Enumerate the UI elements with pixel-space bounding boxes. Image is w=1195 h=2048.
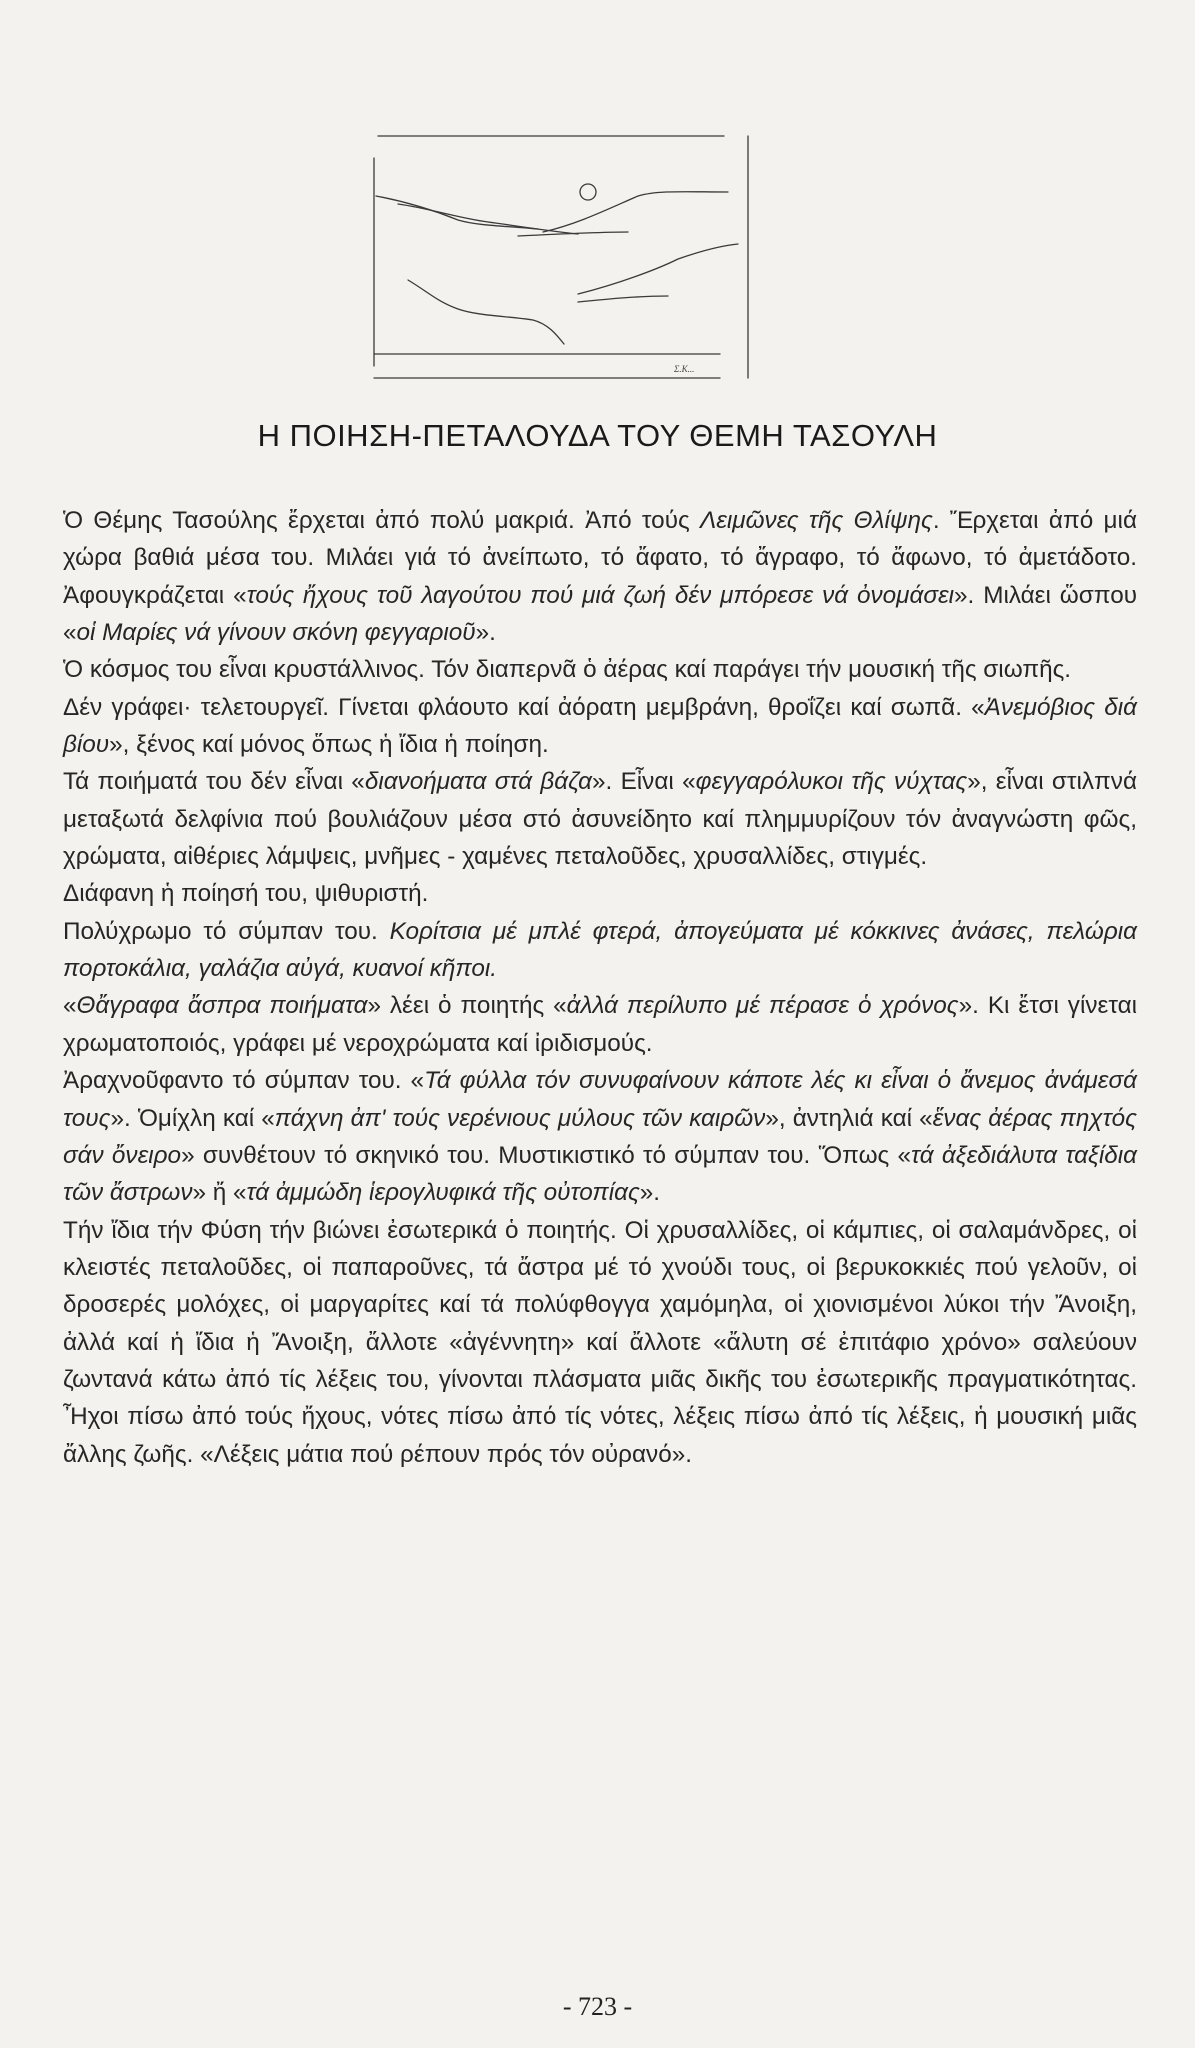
paragraph: [63, 987, 1137, 1062]
paragraph: [63, 913, 1137, 988]
paragraph: [63, 763, 1137, 875]
artist-signature: Σ.Κ...: [674, 364, 695, 374]
page-number: - 723 -: [562, 1992, 633, 2021]
quote-italic: τά ἀμμώδη ἱερογλυφικά τῆς οὐτοπίας: [246, 1179, 640, 1207]
article-body: [63, 502, 1137, 1473]
quote-italic: τά ἀξεδιάλυτα ταξίδια τῶν ἄστρων: [63, 1141, 1137, 1207]
text-run: ». Ὁμίχλη καί «: [110, 1104, 275, 1132]
quote-italic: Τά φύλλα τόν συνυφαίνουν κάποτε λές κι εἶναι ὁ ἄνεμος ἀνάμεσά τους: [63, 1067, 1137, 1132]
text-run: » συνθέτουν τό σκηνικό του. Μυστικιστικό τό σύμπαν του. Ὅπως «: [181, 1141, 912, 1169]
text-run: ». Μιλάει ὥσπου «: [63, 581, 1137, 647]
quote-italic: οἱ Μαρίες νά γίνουν σκόνη φεγγαριοῦ: [76, 619, 476, 647]
quote-italic: ἀλλά περίλυπο μέ πέρασε ὁ χρόνος: [566, 992, 959, 1020]
text-run: ».: [639, 1179, 661, 1207]
landscape-sketch: [368, 134, 754, 382]
text-run: ». Κι ἔτσι γίνεται χρωματοποιός, γράφει μέ νεροχρώματα καί ἰριδισμούς.: [63, 992, 1138, 1057]
text-run: Διάφανη ἡ ποίησή του, ψιθυριστή.: [63, 880, 429, 908]
quote-italic: Θἄγραφα ἄσπρα ποιήματα: [76, 992, 368, 1020]
paragraph: [63, 1062, 1137, 1211]
quote-italic: τούς ἤχους τοῦ λαγούτου πού μιά ζωή δέν μπόρεσε νά ὀνομάσει: [246, 581, 955, 609]
quote-italic: Κορίτσια μέ μπλέ φτερά, ἀπογεύματα μέ κόκκινες ἀνάσες, πελώρια πορτοκάλια, γαλάζια αὐγά, κυανοί κῆποι.: [63, 917, 1137, 983]
text-run: ». Εἶναι «: [592, 768, 696, 796]
text-run: Ἀραχνοῦφαντο τό σύμπαν του. «: [63, 1067, 425, 1095]
text-run: Ὁ Θέμης Τασούλης ἔρχεται ἀπό πολύ μακριά. Ἀπό τούς: [63, 507, 701, 534]
text-run: », εἶναι στιλπνά μεταξωτά δελφίνια πού βουλιάζουν μέσα στό ἀσυνείδητο καί πλημμυρίζουν τόν ἀναγνώστη φῶς, χρώματα, αἰθέριες λάμψεις, μνῆμες - χαμένες πεταλοῦδες, χρυσαλλίδες, στιγμές.: [63, 768, 1137, 871]
quote-italic: Ἀνεμόβιος διά βίου: [63, 693, 1137, 759]
paragraph: [63, 1212, 1137, 1473]
text-run: » ἤ «: [192, 1179, 247, 1207]
text-run: Ὁ κόσμος του εἶναι κρυστάλλινος. Τόν διαπερνᾶ ὁ ἀέρας καί παράγει τήν μουσική τῆς σιωπῆς.: [63, 656, 1072, 684]
text-run: Τήν ἴδια τήν Φύση τήν βιώνει ἐσωτερικά ὁ ποιητής. Οἱ χρυσαλλίδες, οἱ κάμπιες, οἱ σαλαμάνδρες, οἱ κλειστές πεταλοῦδες, οἱ παπαροῦνες, τά ἄστρα μέ τό χνούδι τους, οἱ βερυκοκκιές πού γελοῦν, οἱ δροσερές μολόχες, οἱ μαργαρίτες καί τά πολύφθογγα χαμόμηλα, οἱ χιονισμένοι λύκοι τήν Ἄνοιξη, ἀλλά καί ἡ ἴδια ἡ Ἄνοιξη, ἄλλοτε «ἀγέννητη» καί ἄλλοτε «ἄλυτη σέ ἐπιτάφιο χρόνο» σαλεύουν ζωντανά κάτω ἀπό τίς λέξεις του, γίνονται πλάσματα μιᾶς δικῆς του ἐσωτερικῆς πραγματικότητας. Ἦχοι πίσω ἀπό τούς ἤχους, νότες πίσω ἀπό τίς νότες, λέξεις πίσω ἀπό τίς λέξεις, ἡ μουσική μιᾶς ἄλλης ζωῆς. «Λέξεις μάτια πού ρέπουν πρός τόν οὐρανό».: [63, 1216, 1137, 1468]
text-run: . Ἔρχεται ἀπό μιά χώρα βαθιά μέσα του. Μιλάει γιά τό ἀνείπωτο, τό ἄφατο, τό ἄγραφο, τό ἄφωνο, τό ἀμετάδοτο. Ἀφουγκράζεται «: [63, 507, 1138, 609]
text-run: » λέει ὁ ποιητής «: [367, 992, 567, 1020]
text-run: Δέν γράφει· τελετουργεῖ. Γίνεται φλάουτο καί ἀόρατη μεμβράνη, θροΐζει καί σωπᾶ. «: [63, 693, 985, 721]
article-title: Η ΠΟΙΗΣΗ-ΠΕΤΑΛΟΥΔΑ ΤΟΥ ΘΕΜΗ ΤΑΣΟΥΛΗ: [257, 418, 938, 453]
text-run: », ξένος καί μόνος ὅπως ἡ ἴδια ἡ ποίηση.: [109, 731, 549, 759]
landscape-drawing: [368, 134, 754, 382]
quote-italic: ἕνας ἀέρας πηχτός σάν ὄνειρο: [63, 1104, 1137, 1169]
text-run: », ἀντηλιά καί «: [765, 1104, 933, 1132]
quote-italic: φεγγαρόλυκοι τῆς νύχτας: [695, 768, 968, 796]
text-run: ».: [475, 619, 496, 647]
quote-italic: διανοήματα στά βάζα: [364, 768, 593, 796]
text-run: «: [63, 992, 77, 1020]
text-run: Τά ποιήματά του δέν εἶναι «: [63, 768, 365, 796]
quote-italic: πάχνη ἀπ' τούς νερένιους μύλους τῶν καιρῶν: [274, 1104, 766, 1132]
paragraph: [63, 651, 1137, 688]
paragraph: [63, 502, 1137, 651]
text-run: Πολύχρωμο τό σύμπαν του.: [63, 917, 390, 945]
paragraph: [63, 875, 1137, 912]
paragraph: [63, 689, 1137, 764]
quote-italic: Λειμῶνες τῆς Θλίψης: [700, 507, 933, 534]
